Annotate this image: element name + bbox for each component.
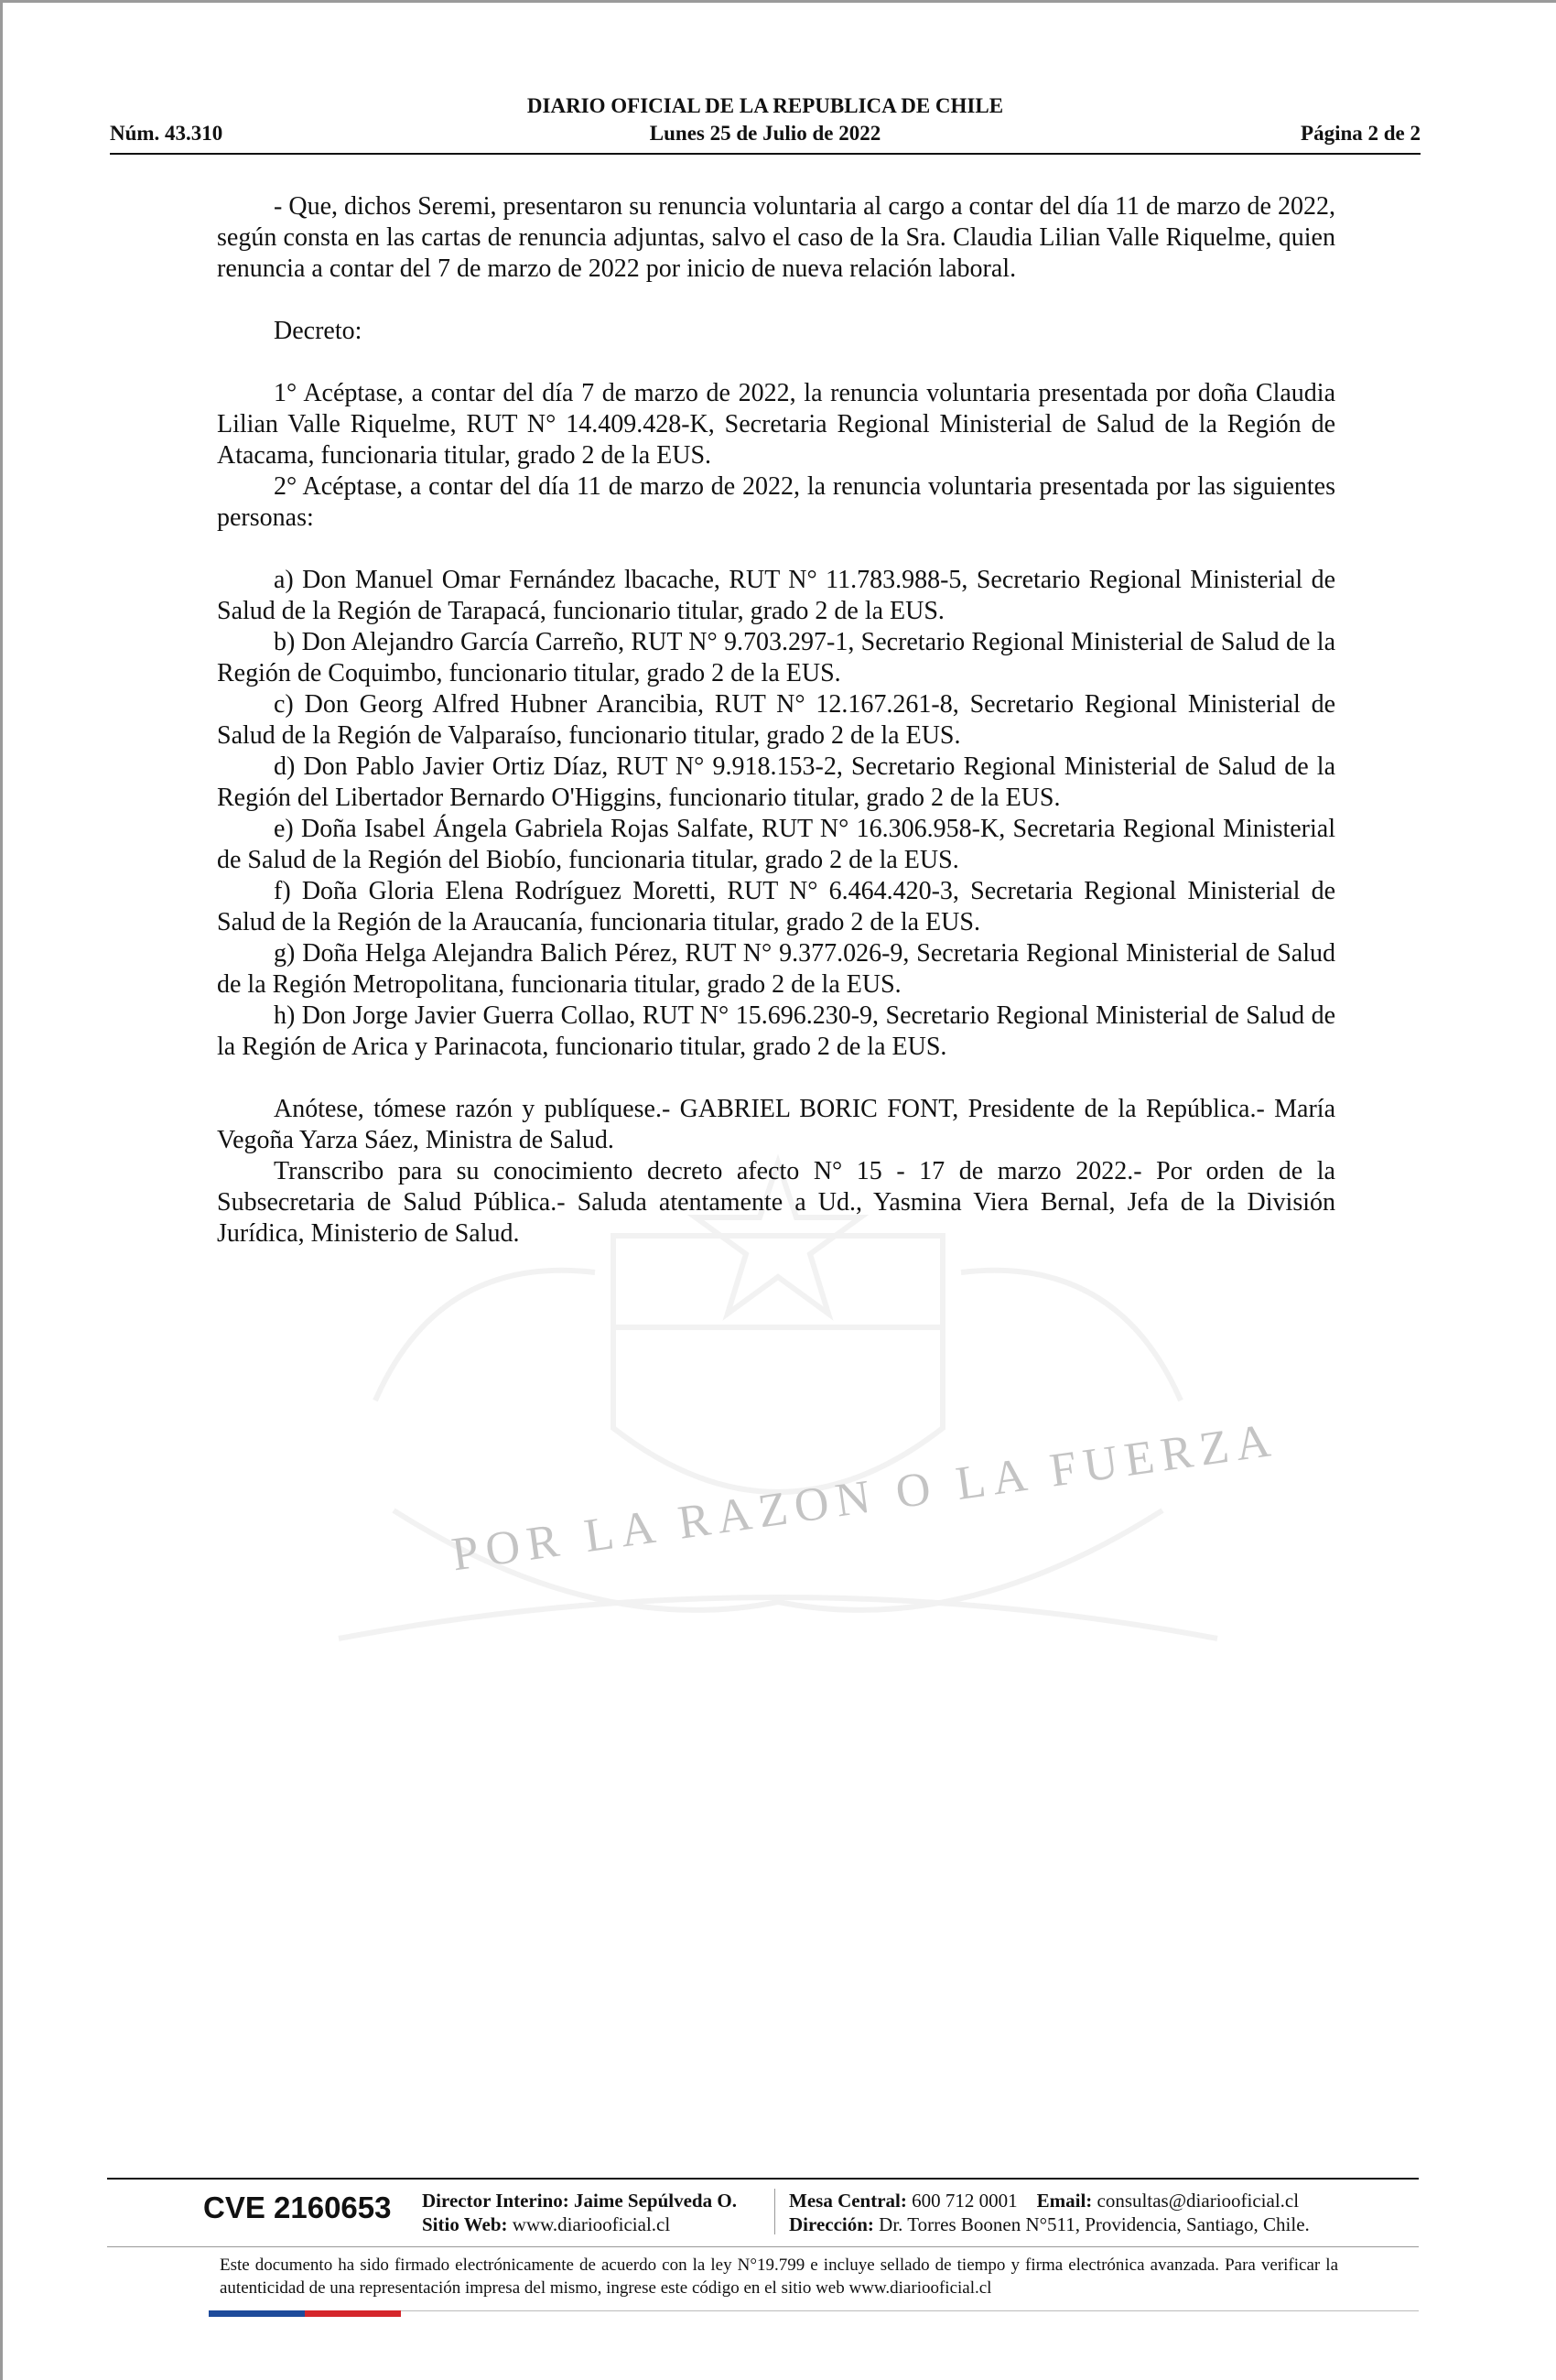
list-item-a: a) Don Manuel Omar Fernández lbacache, RUT N° 11.783.988-5, Secretario Regional Ministerial de Salud de la Región de Tarapacá, funcionario titular, grado 2 de la EUS.	[217, 566, 1335, 625]
cve-code: CVE 2160653	[203, 2191, 392, 2224]
watermark-motto: POR LA RAZON O LA FUERZA	[448, 1413, 1281, 1582]
article-1: 1° Acéptase, a contar del día 7 de marzo de 2022, la renuncia voluntaria presentada por doña Claudia Lilian Valle Riquelme, RUT N° 14.409.428-K, Secretaria Regional Ministerial de Salud de la Región de Atacama, funcionaria titular, grado 2 de la EUS.	[217, 379, 1335, 470]
page-counter: Página 2 de 2	[1301, 122, 1421, 145]
phone-value: 600 712 0001	[912, 2190, 1018, 2212]
address-label: Dirección:	[789, 2213, 874, 2235]
signature-disclaimer: Este documento ha sido firmado electrónicamente de acuerdo con la ley N°19.799 e incluye sellado de tiempo y firma electrónica avanzada. Para verificar la autenticidad de una representación impresa del mismo, ingrese este código en el sitio web www.diariooficial.cl	[220, 2256, 1338, 2298]
email-label: Email:	[1036, 2190, 1093, 2212]
considerando-paragraph: - Que, dichos Seremi, presentaron su renuncia voluntaria al cargo a contar del día 11 de marzo de 2022, según consta en las cartas de renuncia adjuntas, salvo el caso de la Sra. Claudia Lilian Valle Riquelme, quien renuncia a contar del 7 de marzo de 2022 por inicio de nueva relación laboral.	[217, 192, 1335, 283]
decreto-heading: Decreto:	[274, 317, 362, 345]
director-value: Jaime Sepúlveda O.	[574, 2190, 737, 2212]
footer-column-divider	[774, 2189, 775, 2234]
list-item-b: b) Don Alejandro García Carreño, RUT N° 9.703.297-1, Secretario Regional Ministerial de Salud de la Región de Coquimbo, funcionario titular, grado 2 de la EUS.	[217, 628, 1335, 687]
footer-rule-secondary	[107, 2246, 1419, 2247]
flag-red-stripe	[305, 2310, 401, 2317]
list-item-d: d) Don Pablo Javier Ortiz Díaz, RUT N° 9.918.153-2, Secretario Regional Ministerial de Salud de la Región del Libertador Bernardo O'Higgins, funcionario titular, grado 2 de la EUS.	[217, 752, 1335, 812]
list-item-g: g) Doña Helga Alejandra Balich Pérez, RUT N° 9.377.026-9, Secretaria Regional Ministerial de Salud de la Región Metropolitana, funcionaria titular, grado 2 de la EUS.	[217, 939, 1335, 999]
closing-signature: Anótese, tómese razón y publíquese.- GABRIEL BORIC FONT, Presidente de la República.- María Vegoña Yarza Sáez, Ministra de Salud.	[217, 1095, 1335, 1154]
phone-label: Mesa Central:	[789, 2190, 907, 2212]
list-item-c: c) Don Georg Alfred Hubner Arancibia, RUT N° 12.167.261-8, Secretario Regional Ministerial de Salud de la Región de Valparaíso, funcionario titular, grado 2 de la EUS.	[217, 690, 1335, 750]
footer-contact-block	[789, 2189, 1310, 2236]
issue-number: Núm. 43.310	[110, 122, 223, 145]
director-label: Director Interino:	[422, 2190, 569, 2212]
website-label: Sitio Web:	[422, 2213, 508, 2235]
gazette-title: DIARIO OFICIAL DE LA REPUBLICA DE CHILE	[526, 94, 1004, 117]
list-item-e: e) Doña Isabel Ángela Gabriela Rojas Salfate, RUT N° 16.306.958-K, Secretaria Regional Ministerial de Salud de la Región del Biobío, funcionaria titular, grado 2 de la EUS.	[217, 815, 1335, 874]
footer-rule	[107, 2178, 1419, 2180]
flag-color-bar	[209, 2310, 401, 2317]
footer-director-block	[422, 2189, 737, 2236]
email-link[interactable]: consultas@diariooficial.cl	[1097, 2190, 1300, 2212]
website-link[interactable]: www.diariooficial.cl	[512, 2213, 671, 2235]
issue-date: Lunes 25 de Julio de 2022	[649, 122, 881, 145]
article-2: 2° Acéptase, a contar del día 11 de marzo de 2022, la renuncia voluntaria presentada por las siguientes personas:	[217, 472, 1335, 532]
list-item-f: f) Doña Gloria Elena Rodríguez Moretti, RUT N° 6.464.420-3, Secretaria Regional Ministerial de Salud de la Región de la Araucanía, funcionaria titular, grado 2 de la EUS.	[217, 877, 1335, 936]
transcription-note: Transcribo para su conocimiento decreto afecto N° 15 - 17 de marzo 2022.- Por orden de la Subsecretaria de Salud Pública.- Saluda atentamente a Ud., Yasmina Viera Bernal, Jefa de la División Jurídica, Ministerio de Salud.	[217, 1157, 1335, 1248]
gazette-header	[110, 94, 1421, 155]
flag-blue-stripe	[209, 2310, 305, 2317]
decree-body	[217, 191, 1335, 1250]
list-item-h: h) Don Jorge Javier Guerra Collao, RUT N° 15.696.230-9, Secretario Regional Ministerial de Salud de la Región de Arica y Parinacota, funcionario titular, grado 2 de la EUS.	[217, 1001, 1335, 1061]
address-value: Dr. Torres Boonen N°511, Providencia, Santiago, Chile.	[879, 2213, 1310, 2235]
